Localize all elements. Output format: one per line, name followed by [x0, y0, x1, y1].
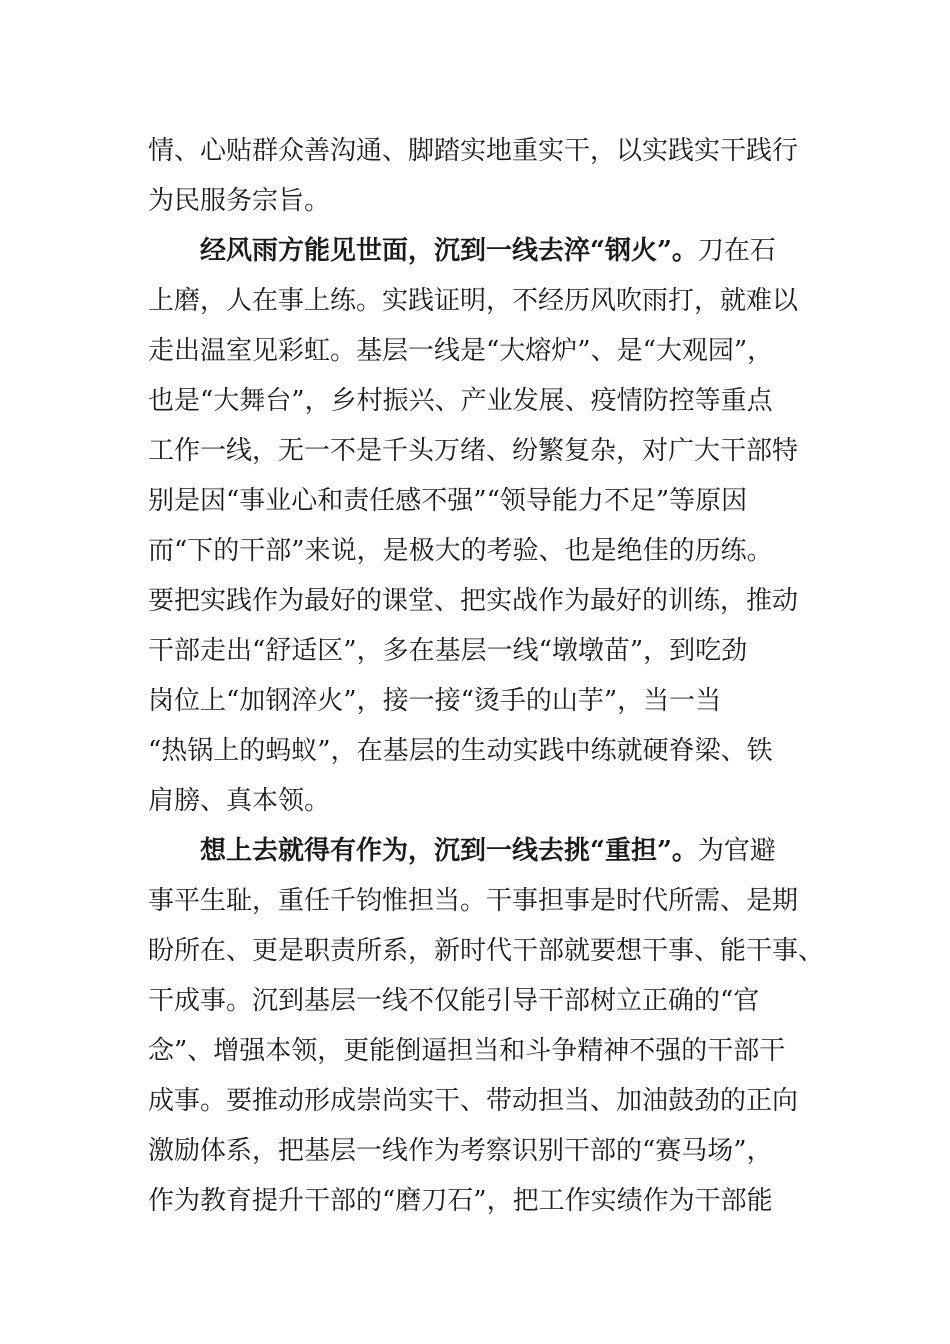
body-line: 干部走出“舒适区”，多在基层一线“墩墩苗”，到吃劲: [148, 636, 748, 666]
paragraph-first-line: [148, 826, 808, 876]
body-line: 工作一线，无一不是千头万绪、纷繁复杂，对广大干部特: [148, 436, 799, 466]
body-text: 为官避: [697, 836, 776, 866]
body-line: 也是“大舞台”，乡村振兴、产业发展、疫情防控等重点: [148, 386, 773, 416]
body-line: 情、心贴群众善沟通、脚踏实地重实干，以实践实干践行: [148, 136, 799, 166]
body-line: 肩膀、真本领。: [148, 786, 331, 816]
body-line: 干成事。沉到基层一线不仅能引导干部树立正确的“官: [148, 986, 760, 1016]
body-line: 事平生耻，重任千钧惟担当。干事担事是时代所需、是期: [148, 886, 799, 916]
body-line: 岗位上“加钢淬火”，接一接“烫手的山芋”，当一当: [148, 686, 722, 716]
paragraph-heading: 经风雨方能见世面，沉到一线去淬“钢火”。: [200, 236, 698, 266]
body-line: 走出温室见彩虹。基层一线是“大熔炉”、是“大观园”，: [148, 336, 774, 366]
body-line: 激励体系，把基层一线作为考察识别干部的“赛马场”，: [148, 1136, 773, 1166]
body-line: “热锅上的蚂蚁”，在基层的生动实践中练就硬脊梁、铁: [148, 736, 773, 766]
body-text: 刀在石: [697, 236, 776, 266]
body-line: 作为教育提升干部的“磨刀石”，把工作实绩作为干部能: [148, 1186, 773, 1216]
document-body: [148, 126, 825, 1226]
body-line: 为民服务宗旨。: [148, 186, 331, 216]
body-line: 盼所在、更是职责所系，新时代干部就要想干事、能干事、: [148, 936, 825, 966]
body-line: 而“下的干部”来说，是极大的考验、也是绝佳的历练。: [148, 536, 773, 566]
body-line: 上磨，人在事上练。实践证明，不经历风吹雨打，就难以: [148, 286, 799, 316]
body-line: 要把实践作为最好的课堂、把实战作为最好的训练，推动: [148, 586, 799, 616]
body-line: 成事。要推动形成崇尚实干、带动担当、加油鼓劲的正向: [148, 1086, 799, 1116]
body-line: 念”、增强本领，更能倒逼担当和斗争精神不强的干部干: [148, 1036, 786, 1066]
paragraph-heading: 想上去就得有作为，沉到一线去挑“重担”。: [200, 836, 698, 866]
body-line: 别是因“事业心和责任感不强”“领导能力不足”等原因: [148, 486, 748, 516]
paragraph-first-line: [148, 226, 808, 276]
